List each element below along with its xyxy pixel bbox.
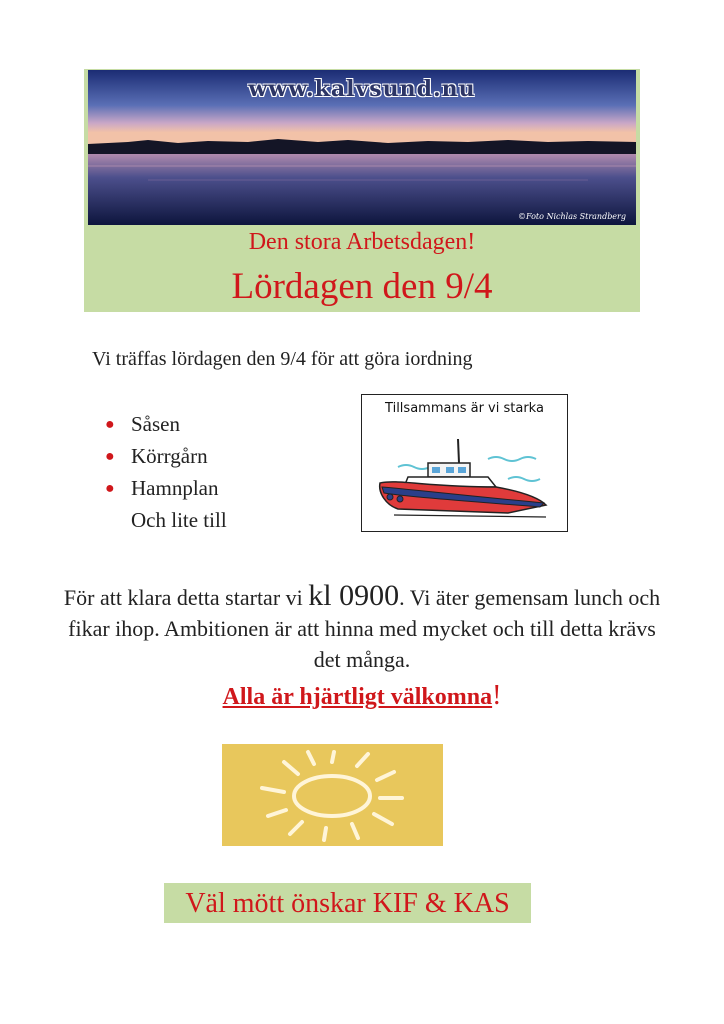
list-item: ● Körrgårn	[105, 440, 227, 472]
sun-image	[222, 744, 443, 846]
boat-icon	[368, 431, 563, 526]
event-date: Lördagen den 9/4	[231, 266, 493, 307]
list-item: ● Hamnplan	[105, 472, 227, 504]
list-item: Och lite till	[131, 507, 227, 532]
task-list	[105, 408, 227, 536]
bullet-icon: ●	[105, 447, 115, 465]
bullet-icon: ●	[105, 415, 115, 433]
intro-text: Vi träffas lördagen den 9/4 för att göra iordning	[92, 348, 473, 370]
schedule-paragraph: För att klara detta startar vi kl 0900. Vi äter gemensam lunch och fikar ihop. Ambitionen är att hinna med mycket och till detta krävs det många.	[63, 579, 661, 672]
bullet-icon: ●	[105, 479, 115, 497]
header-banner	[84, 69, 640, 312]
clipart-caption: Tillsammans är vi starka	[385, 401, 544, 416]
header-photo	[88, 70, 636, 225]
signature: Väl mött önskar KIF & KAS	[164, 883, 531, 923]
list-item: ● Såsen	[105, 408, 227, 440]
start-time: kl 0900	[308, 579, 400, 612]
welcome-text: Alla är hjärtligt välkomna!	[222, 680, 502, 711]
photo-credit: ©Foto Nichlas Strandberg	[517, 212, 626, 221]
sun-icon	[222, 744, 443, 846]
clipart-box	[361, 394, 568, 532]
site-url: www.kalvsund.nu	[248, 76, 476, 102]
event-title: Den stora Arbetsdagen!	[248, 229, 476, 255]
